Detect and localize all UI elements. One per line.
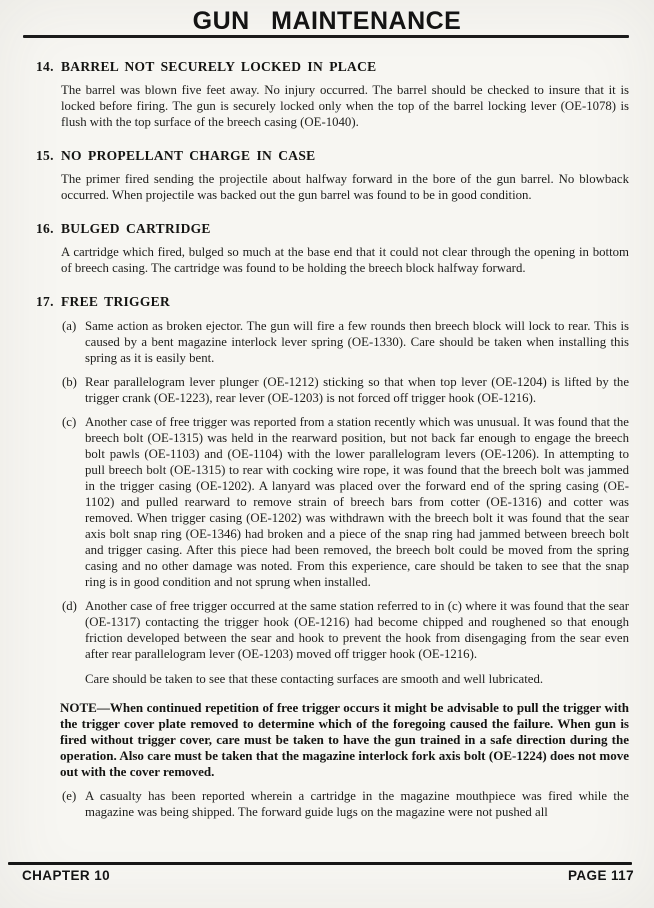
page-number: PAGE 117: [568, 867, 634, 883]
list-item-marker: (a): [62, 319, 77, 333]
list-item-text: A casualty has been reported wherein a cartridge in the magazine mouthpiece was fired while the magazine was being shipped. The forward guide lugs on the magazine were not pushed all: [85, 789, 629, 819]
note-paragraph: NOTE—When continued repetition of free trigger occurs it might be advisable to pull the trigger with the trigger cover plate removed to determine which of the foregoing caused the failure. When gun is fired without trigger cover, care must be taken to have the gun trained in a safe direction during the operation. Also care must be taken that the magazine interlock fork axis bolt (OE-1224) does not move out with the cover removed.: [60, 700, 629, 779]
list-item-followup: Care should be taken to see that these contacting surfaces are smooth and well lubricated.: [85, 672, 544, 686]
section-heading: [0, 220, 654, 237]
section-number: 14.: [36, 59, 54, 74]
list-item-marker: (e): [62, 789, 77, 803]
list-item-d: [62, 598, 629, 662]
section-number: 16.: [36, 221, 54, 236]
list-item-marker: (c): [62, 415, 77, 429]
list-item-a: [62, 318, 629, 366]
list-item-c: [62, 414, 629, 590]
list-item-text: Another case of free trigger was reported from a station recently which was unusual. It was found that the breech bolt (OE-1315) was held in the rearward position, but not back far enough to engage the breech bolt pawls (OE-1103) and (OE-1104) with the lower parallelogram levers (OE-1206). In attempting to pull breech bolt (OE-1315) to rear with cocking wire rope, it was found that the breech bolt was jammed in the trigger casing (OE-1202). A lanyard was placed over the forward end of the spring casing (OE-1102) and pulled rearward to remove strain of breech bars from cotter (OE-1316) and cotter was removed. When trigger casing (OE-1202) was withdrawn with the breech bolt it was found that the sear axis bolt snap ring (OE-1346) had broken and a piece of the snap ring had jammed between breech bolt and trigger casing. After this piece had been removed, the breech bolt could be moved from the spring casing and no other damage was noted. From this experience, care should be taken to see that the snap ring is in good condition and not sprung when installed.: [85, 415, 629, 589]
page-footer: [0, 862, 654, 883]
section-paragraph: A cartridge which fired, bulged so much at the base end that it could not clear through the opening in bottom of breech casing. The cartridge was found to be holding the breech block halfway forward.: [61, 245, 629, 275]
section-title: NO PROPELLANT CHARGE IN CASE: [61, 148, 316, 163]
list-item-e: [62, 788, 629, 820]
section-14: [0, 58, 654, 130]
section-number: 17.: [36, 294, 54, 309]
section-15: [0, 147, 654, 203]
list-item-text: Rear parallelogram lever plunger (OE-1212) sticking so that when top lever (OE-1204) is lifted by the trigger crank (OE-1223), rear lever (OE-1203) is not forced off trigger hook (OE-1216).: [85, 375, 629, 405]
section-title: FREE TRIGGER: [61, 294, 170, 309]
section-title: BULGED CARTRIDGE: [61, 221, 211, 236]
section-paragraph: The primer fired sending the projectile about halfway forward in the bore of the gun barrel. No blowback occurred. When projectile was backed out the gun barrel was found to be in good condition.: [61, 172, 629, 202]
page-header: [0, 0, 654, 38]
section-heading: [0, 293, 654, 310]
section-number: 15.: [36, 148, 54, 163]
section-title: BARREL NOT SECURELY LOCKED IN PLACE: [61, 59, 377, 74]
section-heading: [0, 147, 654, 164]
page-content: [0, 38, 654, 862]
page-title: GUN MAINTENANCE: [192, 7, 462, 35]
footer-row: [0, 865, 654, 883]
list-item-marker: (b): [62, 375, 77, 389]
list-item-marker: (d): [62, 599, 77, 613]
chapter-label: CHAPTER 10: [22, 867, 111, 883]
section-paragraph: The barrel was blown five feet away. No injury occurred. The barrel should be checked to insure that it is locked before firing. The gun is securely locked only when the top of the barrel locking lever (OE-1078) is flush with the top surface of the breech casing (OE-1040).: [61, 83, 629, 129]
section-heading: [0, 58, 654, 75]
list-item-b: [62, 374, 629, 406]
list-item-text: Another case of free trigger occurred at the same station referred to in (c) where it was found that the sear (OE-1317) contacting the trigger hook (OE-1216) had become chipped and roughened so that enough friction developed between the sear and hook to prevent the hook from disengaging from the sear even after rear parallelogram lever (OE-1203) moved off trigger hook (OE-1216).: [85, 599, 629, 661]
list-item-text: Same action as broken ejector. The gun will fire a few rounds then breech block will lock to rear. This is caused by a bent magazine interlock lever spring (OE-1330). Care should be taken when installing this spring as it is easily bent.: [85, 319, 629, 365]
section-17: [0, 293, 654, 820]
section-16: [0, 220, 654, 276]
